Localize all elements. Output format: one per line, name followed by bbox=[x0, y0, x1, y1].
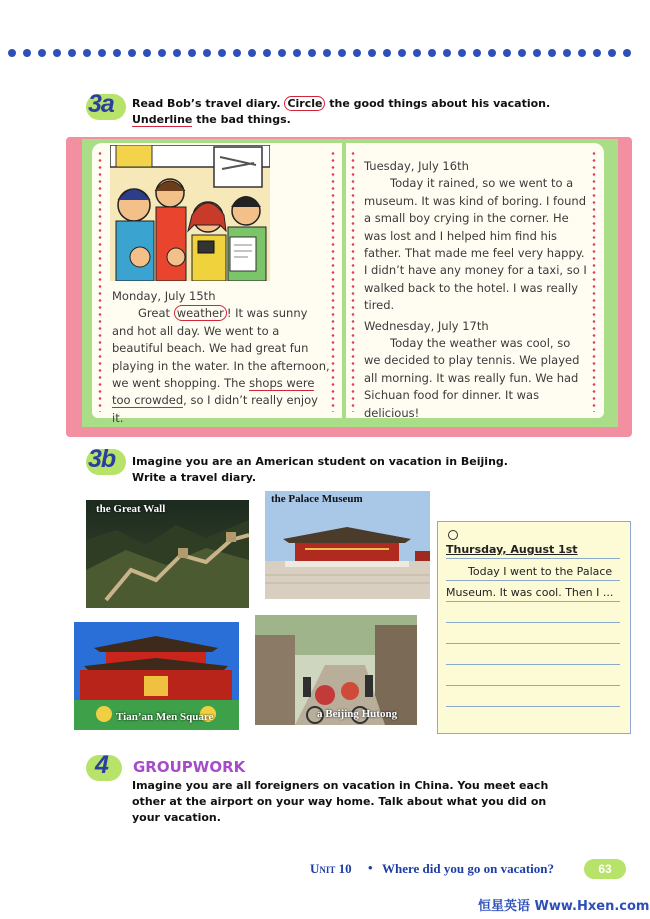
top-dotted-border bbox=[8, 44, 648, 58]
stitch-left-edge bbox=[98, 150, 102, 412]
instruction-3b: Imagine you are an American student on vacation in Beijing. Write a travel diary. bbox=[132, 455, 508, 484]
watermark: 恒星英语 Www.Hxen.com bbox=[478, 899, 650, 914]
footer-title: Where did you go on vacation? bbox=[382, 861, 555, 876]
photo-tiananmen-square bbox=[74, 622, 239, 730]
stitch-spine-left bbox=[331, 150, 335, 412]
diary-entry-monday: Monday, July 15th Great weather ! It was sunny and hot all day. We went to a beautiful beach. We had great fun playing in the water. In the afternoon, we went shopping. The shops were too crowded, so I didn’t really enjoy it. bbox=[112, 289, 330, 425]
diary-date-wednesday: Wednesday, July 17th bbox=[364, 318, 489, 333]
note-line-2: Museum. It was cool. Then I ... bbox=[446, 586, 614, 599]
stitch-right-edge bbox=[592, 150, 596, 412]
diary-date-tuesday: Tuesday, July 16th bbox=[364, 159, 469, 173]
crowd-illustration bbox=[110, 145, 270, 281]
diary-entry-tuesday: Today it rained, so we went to a museum. It was kind of boring. I found a small boy crying in the corner. He was lost and I helped him find his father. That made me feel very happy. I didn’t have any money for a taxi, so I walked back to the hotel. I was really tired. bbox=[364, 176, 587, 313]
instruction-3a: Read Bob’s travel diary. Circle the good things about his vacation. Underline the bad things. bbox=[132, 97, 551, 126]
groupwork-title: GROUPWORK bbox=[133, 758, 246, 776]
stitch-spine-right bbox=[351, 150, 355, 412]
caption-tiananmen-square: Tian’an Men Square bbox=[116, 711, 214, 723]
caption-beijing-hutong: a Beijing Hutong bbox=[317, 708, 398, 720]
diary-entry-wednesday: Today the weather was cool, so we decided to play tennis. We played all morning. It was really fun. We had Sichuan food for dinner. It was delicious! bbox=[364, 336, 580, 420]
footer-unit: Unit 10 bbox=[310, 861, 352, 876]
diary-entries-right bbox=[364, 158, 588, 422]
diary-date-monday: Monday, July 15th bbox=[112, 289, 216, 303]
photo-palace-museum bbox=[265, 491, 430, 599]
badge-4: 4 bbox=[86, 755, 122, 781]
underlined-shops-crowded: shops were too crowded bbox=[112, 376, 315, 408]
note-hole-icon bbox=[448, 530, 458, 540]
caption-great-wall: the Great Wall bbox=[96, 503, 166, 515]
caption-palace-museum: the Palace Museum bbox=[271, 493, 363, 505]
sample-diary-note bbox=[437, 521, 631, 734]
photo-beijing-hutong bbox=[255, 615, 417, 725]
photo-great-wall bbox=[86, 500, 249, 608]
circle-word: Circle bbox=[284, 96, 325, 111]
note-date: Thursday, August 1st bbox=[446, 543, 578, 556]
page-number: 63 bbox=[584, 859, 626, 879]
footer-bullet: • bbox=[368, 860, 373, 875]
circled-weather: weather bbox=[174, 305, 227, 321]
instruction-4: Imagine you are all foreigners on vacation in China. You meet each other at the airport on your way home. Talk about what you did on your vacation. bbox=[132, 779, 549, 824]
badge-3a: 3a bbox=[86, 94, 126, 120]
badge-3b: 3b bbox=[86, 449, 126, 475]
note-line-1: Today I went to the Palace bbox=[468, 565, 613, 578]
underline-word: Underline bbox=[132, 113, 193, 126]
